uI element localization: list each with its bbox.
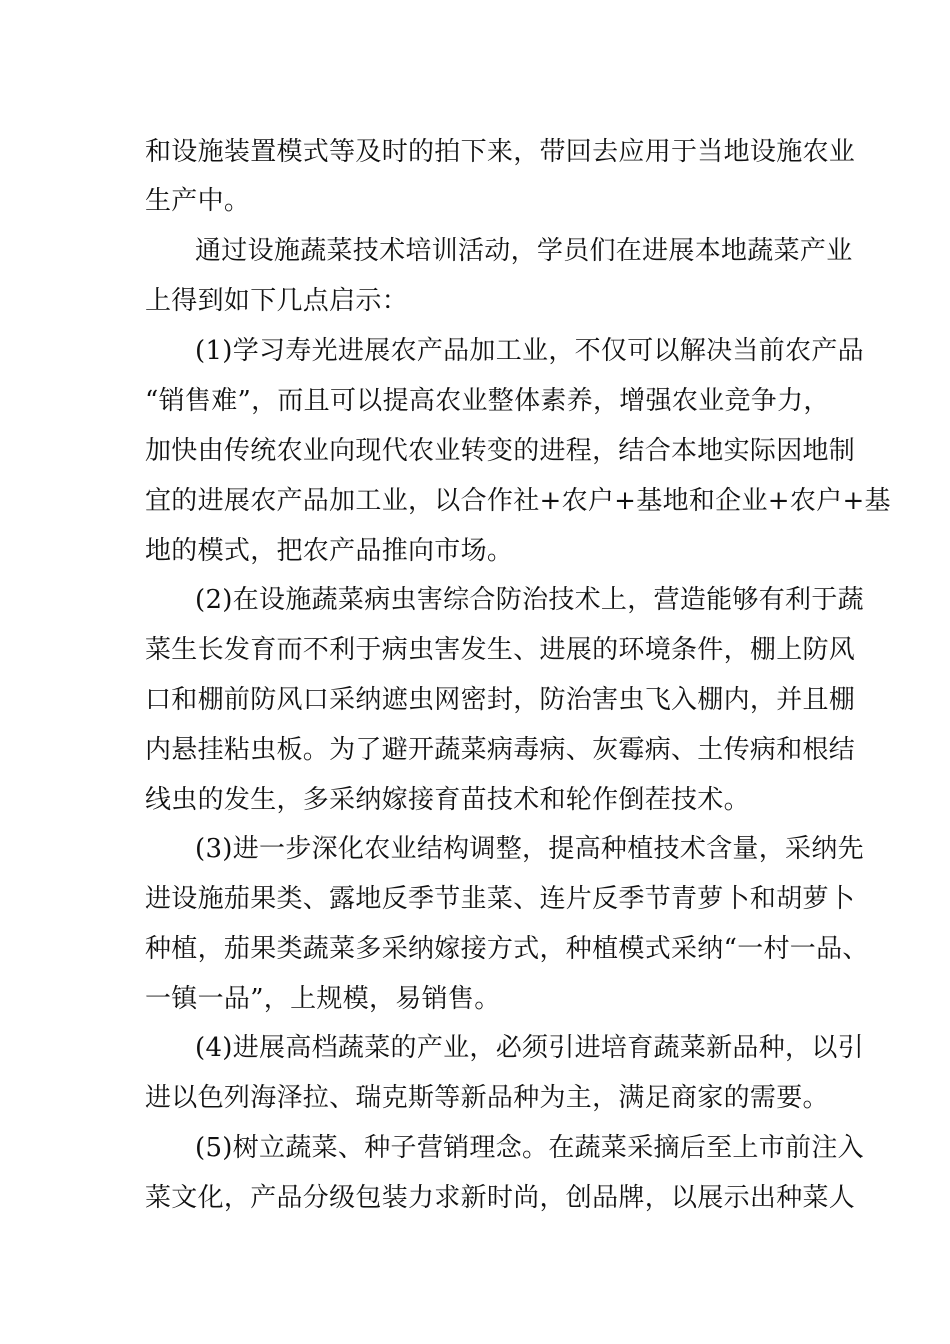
text-line: 进以色列海泽拉、瑞克斯等新品种为主，满足商家的需要。 <box>145 1083 829 1113</box>
list-item-3-line: (3)进一步深化农业结构调整，提高种植技术含量，采纳先 <box>195 834 864 864</box>
list-item-5-line: (5)树立蔬菜、种子营销理念。在蔬菜采摘后至上市前注入 <box>195 1133 864 1163</box>
text-line: 和设施装置模式等及时的拍下来，带回去应用于当地设施农业 <box>145 137 856 167</box>
text-line: 菜文化，产品分级包装力求新时尚，创品牌，以展示出种菜人 <box>145 1183 856 1213</box>
list-item-2-line: (2)在设施蔬菜病虫害综合防治技术上，营造能够有利于蔬 <box>195 585 864 615</box>
text-line: 进设施茄果类、露地反季节韭菜、连片反季节青萝卜和胡萝卜 <box>145 884 856 914</box>
text-line: 生产中。 <box>145 186 251 216</box>
text-line: 内悬挂粘虫板。为了避开蔬菜病毒病、灰霉病、土传病和根结 <box>145 735 856 765</box>
text-line: 上得到如下几点启示： <box>145 286 409 316</box>
text-line: 加快由传统农业向现代农业转变的进程，结合本地实际因地制 <box>145 436 856 466</box>
text-line: 口和棚前防风口采纳遮虫网密封，防治害虫飞入棚内，并且棚 <box>145 685 856 715</box>
text-line: 种植，茄果类蔬菜多采纳嫁接方式，种植模式采纳“一村一品、 <box>145 934 869 964</box>
text-line: 宜的进展农产品加工业，以合作社+农户+基地和企业+农户+基 <box>145 486 891 516</box>
list-item-1-line: (1)学习寿光进展农产品加工业，不仅可以解决当前农产品 <box>195 336 864 366</box>
text-line: 线虫的发生，多采纳嫁接育苗技术和轮作倒茬技术。 <box>145 785 750 815</box>
text-line: 菜生长发育而不利于病虫害发生、进展的环境条件，棚上防风 <box>145 635 856 665</box>
text-line: 一镇一品”，上规模，易销售。 <box>145 984 501 1014</box>
paragraph-start-line: 通过设施蔬菜技术培训活动，学员们在进展本地蔬菜产业 <box>195 236 853 266</box>
text-line: 地的模式，把农产品推向市场。 <box>145 536 514 566</box>
text-line: “销售难”，而且可以提高农业整体素养，增强农业竞争力， <box>145 386 830 416</box>
list-item-4-line: (4)进展高档蔬菜的产业，必须引进培育蔬菜新品种，以引 <box>195 1033 864 1063</box>
